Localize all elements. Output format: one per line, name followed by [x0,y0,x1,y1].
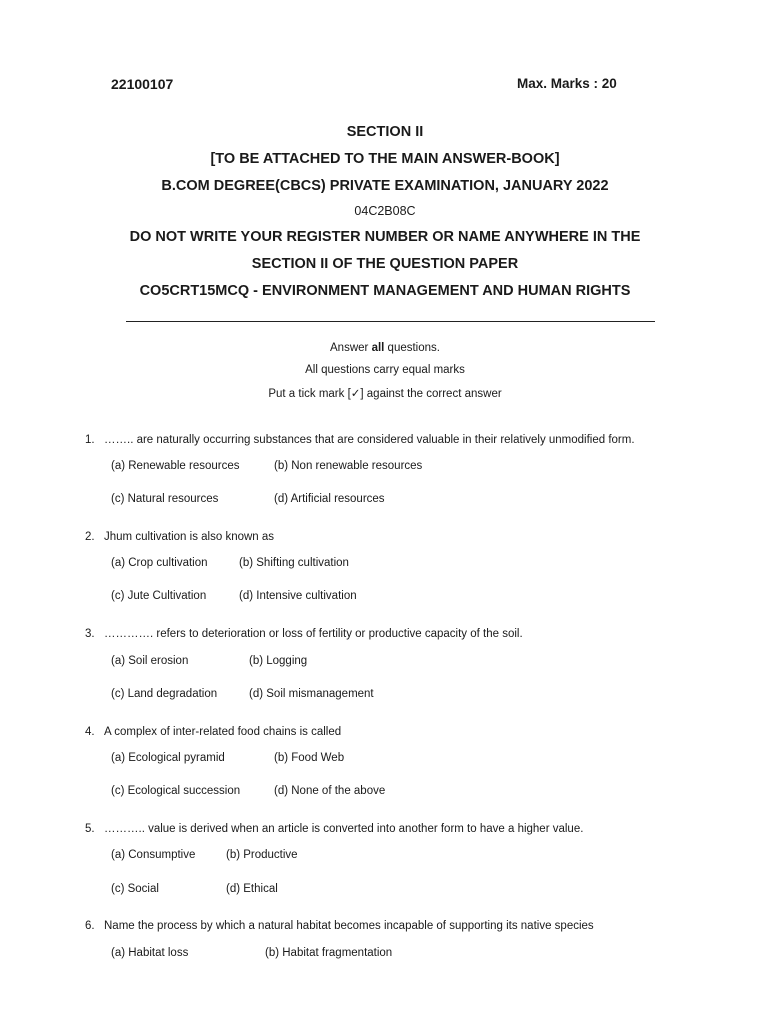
question-2 [0,531,770,547]
option-c[interactable]: (c) Social [111,883,159,895]
option-d[interactable]: (d) Intensive cultivation [239,590,357,602]
question-number: 3. [85,628,95,640]
option-b[interactable]: (b) Productive [226,849,298,861]
option-c[interactable]: (c) Ecological succession [111,785,241,797]
question-5 [0,823,770,839]
option-a[interactable]: (a) Renewable resources [111,460,240,472]
question-text: …….. are naturally occurring substances that are considered valuable in their relatively unmodified form. [104,434,635,446]
question-1 [0,434,770,450]
option-d[interactable]: (d) Ethical [226,883,278,895]
question-4 [0,726,770,742]
question-number: 1. [85,434,95,446]
option-a[interactable]: (a) Soil erosion [111,655,189,667]
question-text: ……….. value is derived when an article is converted into another form to have a higher value. [104,823,584,835]
option-a[interactable]: (a) Habitat loss [111,947,189,959]
max-marks: Max. Marks : 20 [517,76,617,91]
option-c[interactable]: (c) Land degradation [111,688,218,700]
question-3 [0,628,770,644]
option-b[interactable]: (b) Food Web [274,752,345,764]
question-number: 6. [85,920,95,932]
option-b[interactable]: (b) Logging [249,655,308,667]
question-text: Jhum cultivation is also known as [104,531,275,543]
option-a[interactable]: (a) Consumptive [111,849,196,861]
option-b[interactable]: (b) Non renewable resources [274,460,423,472]
register-code: 22100107 [111,76,174,92]
question-6 [0,920,770,936]
option-a[interactable]: (a) Ecological pyramid [111,752,225,764]
question-number: 2. [85,531,95,543]
option-d[interactable]: (d) Soil mismanagement [249,688,374,700]
section-title: SECTION II [346,124,424,140]
instruction-answer-all: Answer all questions. [330,342,440,354]
option-d[interactable]: (d) Artificial resources [274,493,385,505]
course-title: CO5CRT15MCQ - ENVIRONMENT MANAGEMENT AND HUMAN RIGHTS [139,283,631,299]
option-b[interactable]: (b) Shifting cultivation [239,557,349,569]
option-c[interactable]: (c) Natural resources [111,493,219,505]
question-text: A complex of inter-related food chains is called [104,726,342,738]
option-c[interactable]: (c) Jute Cultivation [111,590,207,602]
question-number: 4. [85,726,95,738]
warning-line-2: SECTION II OF THE QUESTION PAPER [251,256,519,272]
option-b[interactable]: (b) Habitat fragmentation [265,947,393,959]
option-a[interactable]: (a) Crop cultivation [111,557,208,569]
warning-line-1: DO NOT WRITE YOUR REGISTER NUMBER OR NAME ANYWHERE IN THE [129,229,641,245]
title-divider [126,321,655,322]
instruction-tick-mark: Put a tick mark [✓] against the correct answer [268,388,502,400]
attach-note: [TO BE ATTACHED TO THE MAIN ANSWER-BOOK] [210,151,560,167]
question-number: 5. [85,823,95,835]
paper-code: 04C2B08C [354,204,416,218]
instruction-equal-marks: All questions carry equal marks [305,364,465,376]
option-d[interactable]: (d) None of the above [274,785,386,797]
exam-title: B.COM DEGREE(CBCS) PRIVATE EXAMINATION, JANUARY 2022 [161,178,609,194]
question-text: Name the process by which a natural habitat becomes incapable of supporting its native species [104,920,594,932]
question-text: …………. refers to deterioration or loss of fertility or productive capacity of the soil. [104,628,523,640]
